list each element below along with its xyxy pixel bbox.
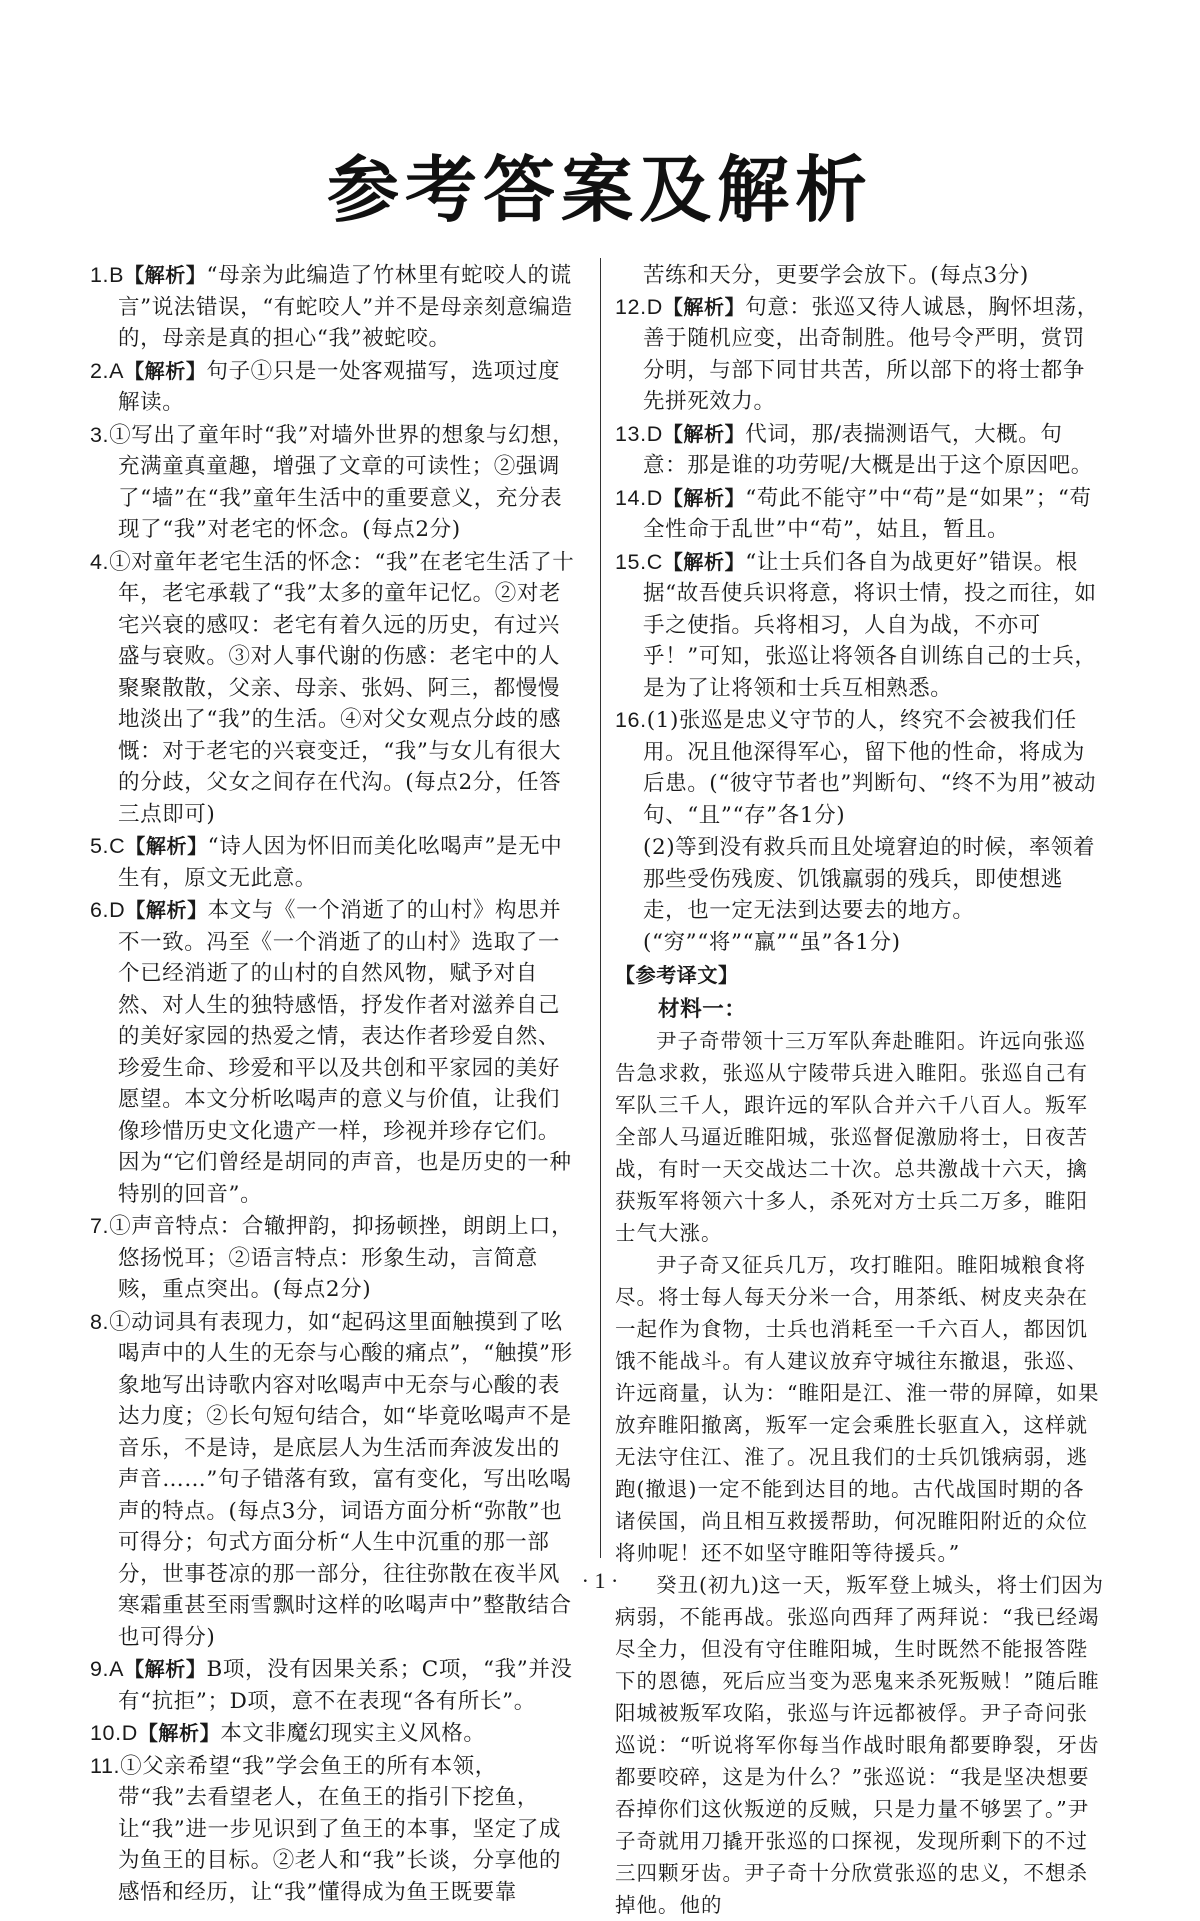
reference-translation-heading: 【参考译文】	[615, 963, 739, 987]
answer-item: 11.①父亲希望“我”学会鱼王的所有本领，带“我”去看望老人，在鱼王的指引下挖鱼，让“我”进一步见识到了鱼王的本事，坚定了成为鱼王的目标。②老人和“我”长谈，分享他的感悟和经历，让“我”懂得成为鱼王既要靠	[90, 1753, 562, 1905]
answer-item: 15.C【解析】“让士兵们各自为战更好”错误。根据“故吾使兵识将意，将识士情，投之而往，如手之使指。兵将相习，人自为战，不亦可乎！”可知，张巡让将领各自训练自己的士兵，是为了让将领和士兵互相熟悉。	[615, 549, 1097, 701]
translation-paragraph: 尹子奇带领十三万军队奔赴睢阳。许远向张巡告急求救，张巡从宁陵带兵进入睢阳。张巡自己有军队三千人，跟许远的军队合并六千八百人。叛军全部人马逼近睢阳城，张巡督促激励将士，日夜苦战，有时一天交战达二十次。总共激战十六天，擒获叛军将领六十多人，杀死对方士兵二万多，睢阳士气大涨。	[615, 1029, 1088, 1245]
answer-item: 10.D【解析】本文非魔幻现实主义风格。	[90, 1721, 486, 1746]
answer-item: 4.①对童年老宅生活的怀念：“我”在老宅生活了十年，老宅承载了“我”太多的童年记忆。②对老宅兴衰的感叹：老宅有着久远的历史，有过兴盛与衰败。③对人事代谢的伤感：老宅中的人聚聚散散，父亲、母亲、张妈、阿三，都慢慢地淡出了“我”的生活。④对父女观点分歧的感慨：对于老宅的兴衰变迁，“我”与女儿有很大的分歧，父女之间存在代沟。(每点2分，任答三点即可)	[90, 549, 575, 827]
page-title: 参考答案及解析	[326, 148, 873, 232]
answer-item: 14.D【解析】“苟此不能守”中“苟”是“如果”；“苟全性命于乱世”中“苟”，姑且，暂且。	[615, 485, 1092, 542]
page-number: · 1 ·	[581, 1568, 619, 1593]
right-column	[615, 260, 1105, 1921]
answer-item: 12.D【解析】句意：张巡又待人诚恳，胸怀坦荡，善于随机应变，出奇制胜。他号令严明，赏罚分明，与部下同甘共苦，所以部下的将士都争先拼死效力。	[615, 294, 1099, 414]
answer-item: 8.①动词具有表现力，如“起码这里面触摸到了吆喝声中的人生的无奈与心酸的痛点”，“触摸”形象地写出诗歌内容对吆喝声中无奈与心酸的表达力度；②长句短句结合，如“毕竟吆喝声不是音乐，不是诗，是底层人为生活而奔波发出的声音……”句子错落有致，富有变化，写出吆喝声的特点。(每点3分，词语方面分析“弥散”也可得分；句式方面分析“人生中沉重的那一部分，世事苍凉的那一部分，往往弥散在夜半风寒霜重甚至雨雪飘时这样的吆喝声中”整散结合也可得分)	[90, 1309, 573, 1650]
answer-item: 6.D【解析】本文与《一个消逝了的山村》构思并不一致。冯至《一个消逝了的山村》选取了一个已经消逝了的山村的自然风物，赋予对自然、对人生的独特感悟，抒发作者对滋养自己的美好家园的热爱之情，表达作者珍爱自然、珍爱生命、珍爱和平以及共创和平家园的美好愿望。本文分析吆喝声的意义与价值，让我们像珍惜历史文化遗产一样，珍视并珍存它们。因为“它们曾经是胡同的声音，也是历史的一种特别的回音”。	[90, 898, 572, 1207]
translation-paragraph: 癸丑(初九)这一天，叛军登上城头，将士们因为病弱，不能再战。张巡向西拜了两拜说：“我已经竭尽全力，但没有守住睢阳城，生时既然不能报答陛下的恩德，死后应当变为恶鬼来杀死叛贼！”随后睢阳城被叛军攻陷，张巡与许远都被俘。尹子奇问张巡说：“听说将军你每当作战时眼角都要睁裂，牙齿都要咬碎，这是为什么？”张巡说：“我是坚决想要吞掉你们这伙叛逆的反贼，只是力量不够罢了。”尹子奇就用刀撬开张巡的口探视，发现所剩下的不过三四颗牙齿。尹子奇十分欣赏张巡的忠义，不想杀掉他。他的	[615, 1573, 1104, 1917]
answer-subpart: (2)等到没有救兵而且处境窘迫的时候，率领着那些受伤残废、饥饿羸弱的残兵，即使想逃走，也一定无法到达要去的地方。(“穷”“将”“羸”“虽”各1分)	[643, 835, 1096, 955]
answer-item: 1.B【解析】“母亲为此编造了竹林里有蛇咬人的谎言”说法错误，“有蛇咬人”并不是母亲刻意编造的，母亲是真的担心“我”被蛇咬。	[90, 263, 573, 351]
continued-text: 苦练和天分，更要学会放下。(每点3分)	[643, 263, 1029, 288]
answer-item: 7.①声音特点：合辙押韵，抑扬顿挫，朗朗上口，悠扬悦耳；②语言特点：形象生动，言简意赅，重点突出。(每点2分)	[90, 1214, 574, 1302]
answer-item: 3.①写出了童年时“我”对墙外世界的想象与幻想，充满童真童趣，增强了文章的可读性；②强调了“墙”在“我”童年生活中的重要意义，充分表现了“我”对老宅的怀念。(每点2分)	[90, 422, 575, 542]
left-column	[90, 260, 580, 1909]
translation-paragraph: 尹子奇又征兵几万，攻打睢阳。睢阳城粮食将尽。将士每人每天分米一合，用茶纸、树皮夹杂在一起作为食物，士兵也消耗至一千六百人，都因饥饿不能战斗。有人建议放弃守城往东撤退，张巡、许远商量，认为：“睢阳是江、淮一带的屏障，如果放弃睢阳撤离，叛军一定会乘胜长驱直入，这样就无法守住江、淮了。况且我们的士兵饥饿病弱，逃跑(撤退)一定不能到达目的地。古代战国时期的各诸侯国，尚且相互救援帮助，何况睢阳附近的众位将帅呢！还不如坚守睢阳等待援兵。”	[615, 1253, 1100, 1565]
column-divider	[600, 258, 601, 1558]
answer-item: 9.A【解析】B项，没有因果关系；C项，“我”并没有“抗拒”；D项，意不在表现“各有所长”。	[90, 1657, 573, 1714]
answer-item: 16.(1)张巡是忠义守节的人，终究不会被我们任用。况且他深得军心，留下他的性命，将成为后患。(“彼守节者也”判断句、“终不为用”被动句、“且”“存”各1分)	[615, 708, 1097, 828]
answer-item: 2.A【解析】句子①只是一处客观描写，选项过度解读。	[90, 358, 561, 415]
answer-item: 5.C【解析】“诗人因为怀旧而美化吆喝声”是无中生有，原文无此意。	[90, 834, 563, 891]
answer-item: 13.D【解析】代词，那/表揣测语气，大概。句意：那是谁的功劳呢/大概是出于这个原因吧。	[615, 421, 1093, 478]
material-label: 材料一：	[658, 996, 747, 1022]
